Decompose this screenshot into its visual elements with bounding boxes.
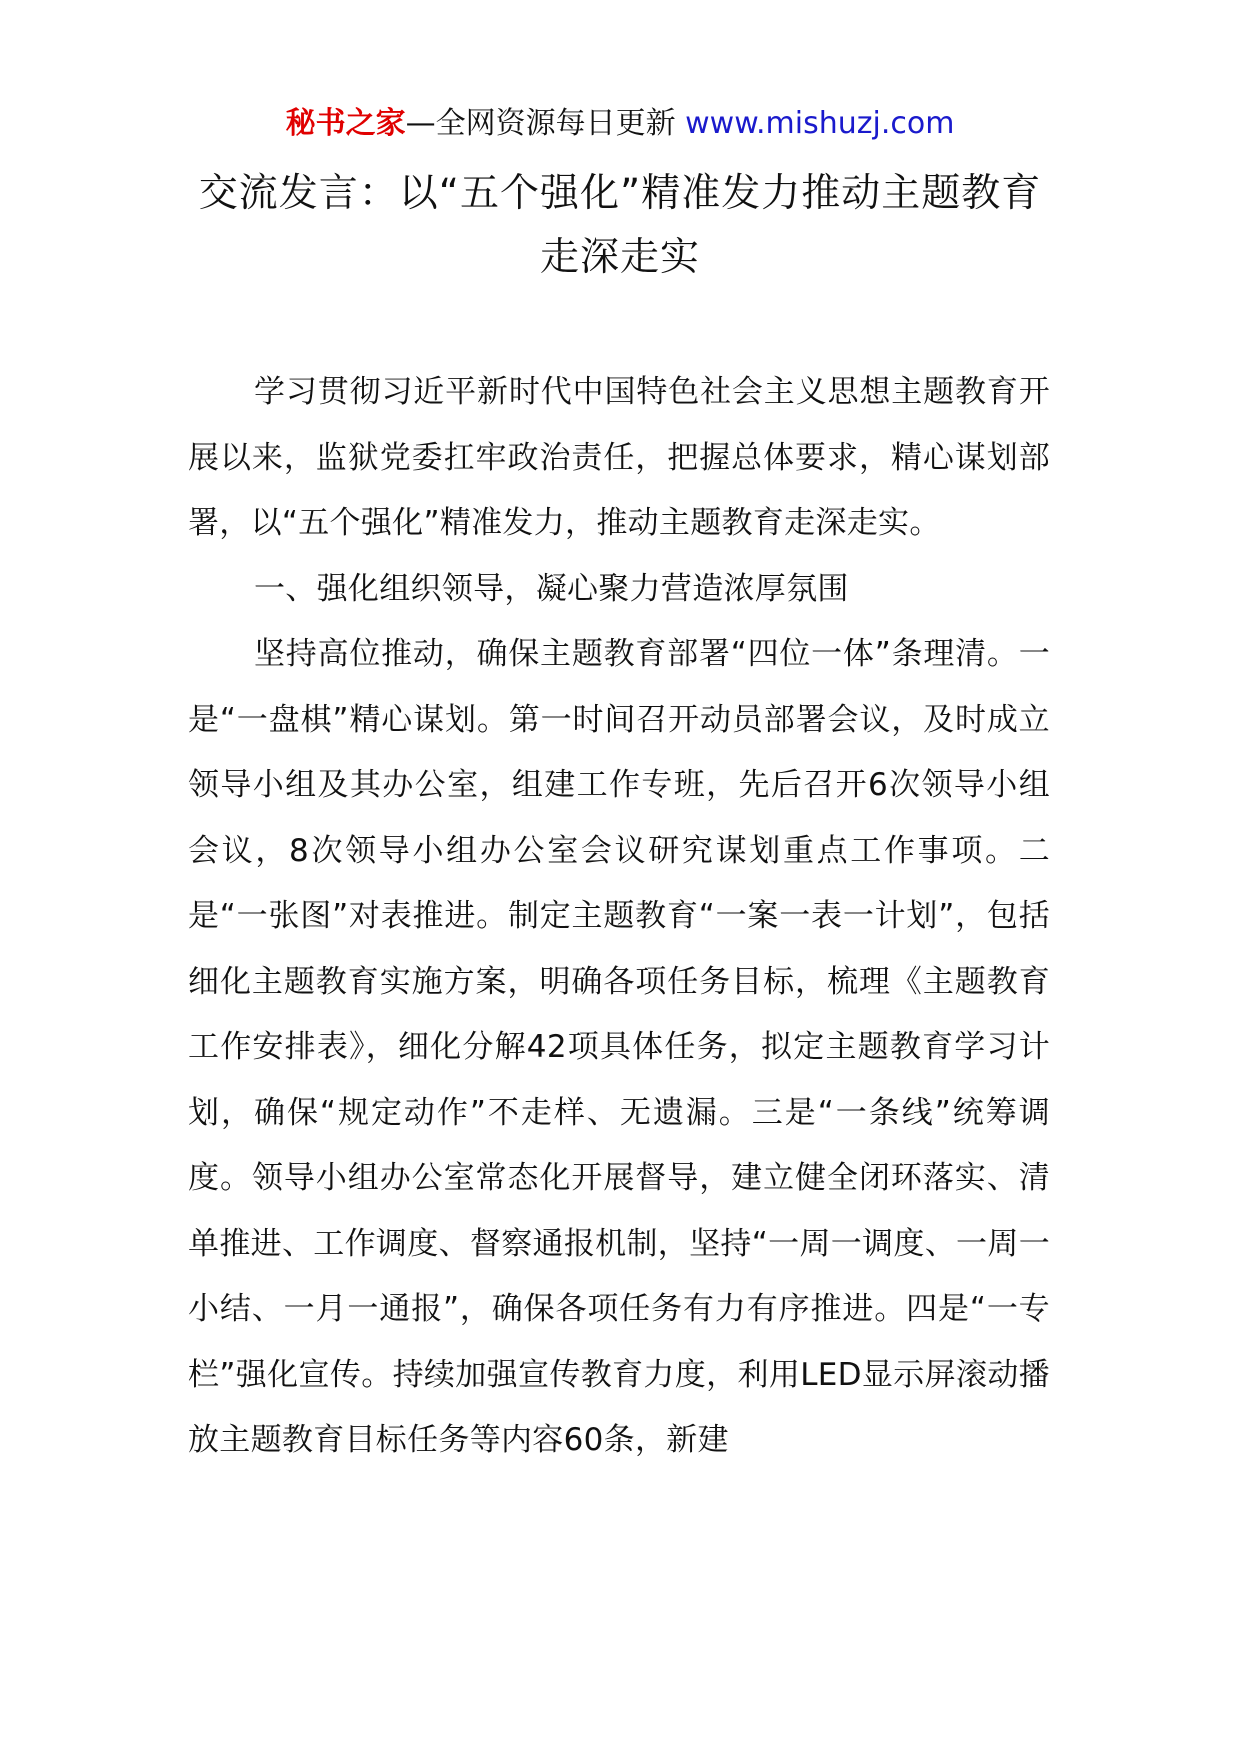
site-name: 秘书之家 <box>285 106 406 141</box>
document-title: 交流发言：以“五个强化”精准发力推动主题教育走深走实 <box>198 171 1042 280</box>
site-header <box>0 104 1240 144</box>
body-paragraph: 坚持高位推动，确保主题教育部署“四位一体”条理清。一是“一盘棋”精心谋划。第一时间召开动员部署会议，及时成立领导小组及其办公室，组建工作专班，先后召开6次领导小组会议，8次领导小组办公室会议研究谋划重点工作事项。二是“一张图”对表推进。制定主题教育“一案一表一计划”，包括细化主题教育实施方案，明确各项任务目标，梳理《主题教育工作安排表》，细化分解42项具体任务，拟定主题教育学习计划，确保“规定动作”不走样、无遗漏。三是“一条线”统筹调度。领导小组办公室常态化开展督导，建立健全闭环落实、清单推进、工作调度、督察通报机制，坚持“一周一调度、一周一小结、一月一通报”，确保各项任务有力有序推进。四是“一专栏”强化宣传。持续加强宣传教育力度，利用LED显示屏滚动播放主题教育目标任务等内容60条，新建 <box>188 636 1050 1458</box>
document-body <box>188 360 1050 1474</box>
section-heading: 一、强化组织领导，凝心聚力营造浓厚氛围 <box>254 570 849 607</box>
site-tagline: —全网资源每日更新 <box>405 106 676 141</box>
intro-paragraph: 学习贯彻习近平新时代中国特色社会主义思想主题教育开展以来，监狱党委扛牢政治责任，把握总体要求，精心谋划部署，以“五个强化”精准发力，推动主题教育走深走实。 <box>188 374 1050 541</box>
site-url-link[interactable]: www.mishuzj.com <box>685 106 955 141</box>
